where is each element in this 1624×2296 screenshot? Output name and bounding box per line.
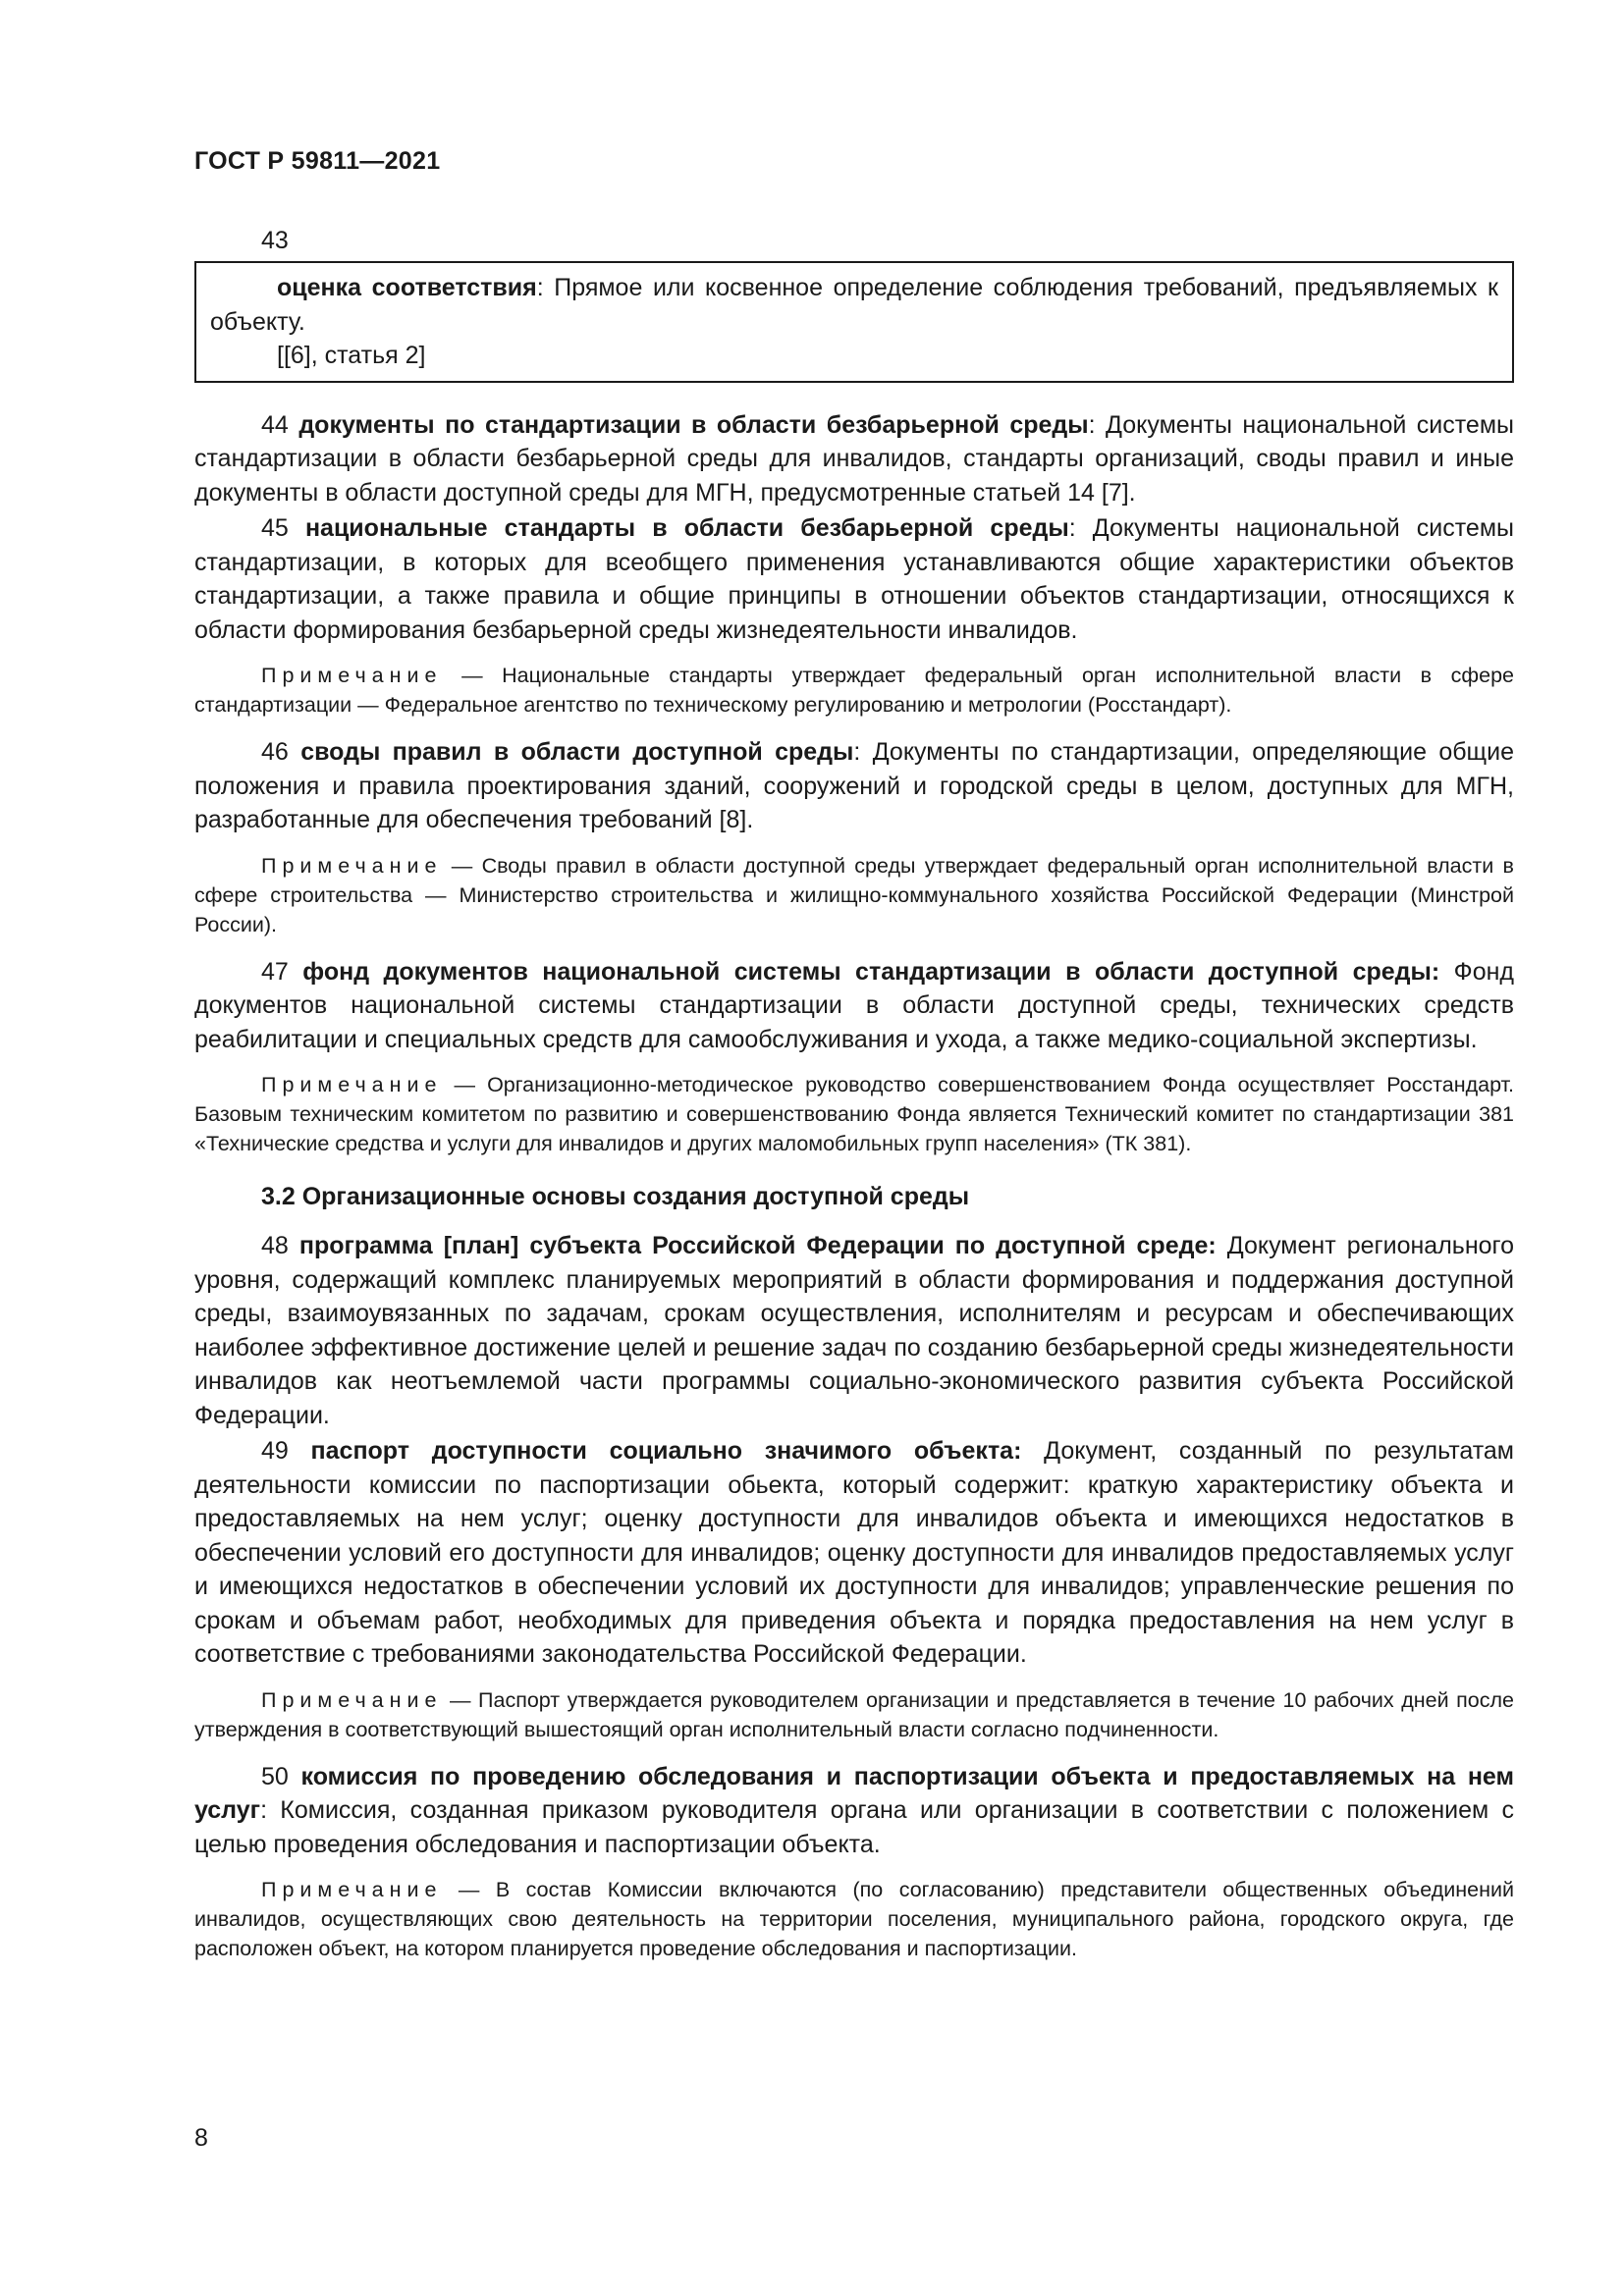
boxed-term-text [196,271,1498,339]
term-entry-47 [194,955,1514,1057]
term-number: 46 [261,738,289,766]
note-45 [194,661,1514,720]
note-text: — Организационно-методическое руководство совершенствованием Фонда осуществляет Росстандарт. Базовым техническим комитетом по развитию и совершенствованию Фонда является Технический комитет по стандартизации 381 «Технические средства и услуги для инвалидов и других маломобильных групп населения» (ТК 381). [194,1073,1514,1155]
page-content [194,224,1514,1979]
term-entry-45 [194,511,1514,647]
term-name: своды правил в области доступной среды [300,738,854,766]
term-definition: Документ регионального уровня, содержащий комплекс планируемых мероприятий в области формирования и поддержания доступной среды, взаимоувязанных по задачам, срокам осуществления, исполнителям и ресурсам и обеспечивающих наиболее эффективное достижение целей и решение задач по созданию безбарьерной среды жизнедеятельности инвалидов как неотъемлемой части программы социально-экономического развития субъекта Российской Федерации. [194,1232,1514,1429]
term-definition: : Документы национальной системы стандартизации в области безбарьерной среды для инвалидов, стандарты организаций, своды правил и иные документы в области доступной среды для МГН, предусмотренные статьей 14 [7]. [194,410,1514,507]
term-entry-46 [194,735,1514,837]
term-name: документы по стандартизации в области безбарьерной среды [298,410,1089,439]
term-number: 45 [261,514,289,542]
boxed-term-source: [[6], статья 2] [277,342,426,369]
boxed-term-number: 43 [261,227,289,254]
term-name: национальные стандарты в области безбарьерной среды [304,514,1069,542]
note-label: Примечание [261,853,443,878]
term-entry-50 [194,1760,1514,1862]
term-definition: : Прямое или косвенное определение соблюдения требований, предъявляемых к объекту. [210,274,1498,336]
term-name: фонд документов национальной системы стандартизации в области доступной среды: [302,957,1440,986]
term-definition: Документ, созданный по результатам деятельности комиссии по паспортизации обьекта, который содержит: краткую характеристику объекта и предоставляемых на нем услуг; оценку доступности для инвалидов объекта и имеющихся недостатков в обеспечении условий его доступности для инвалидов; оценку доступности для инвалидов предоставляемых услуг и имеющихся недостатков в обеспечении условий их доступности для инвалидов; управленческие решения по срокам и объемам работ, необходимых для приведения объекта и порядка предоставления на нем услуг в соответствие с требованиями законодательства Российской Федерации. [194,1437,1514,1668]
note-49 [194,1685,1514,1744]
standard-header: ГОСТ Р 59811—2021 [194,147,441,175]
note-text: — Своды правил в области доступной среды утверждает федеральный орган исполнительной власти в сфере строительства — Министерство строительства и жилищно-коммунального хозяйства Российской Федерации (Минстрой России). [194,853,1514,936]
note-label: Примечание [261,1073,443,1096]
term-definition: : Документы национальной системы стандартизации, в которых для всеобщего применения устанавливаются общие характеристики объектов стандартизации, а также правила и общие принципы в отношении объектов стандартизации, относящихся к области формирования безбарьерной среды жизнедеятельности инвалидов. [194,514,1514,644]
term-name: оценка соответствия [277,274,537,301]
term-definition: : Документы по стандартизации, определяющие общие положения и правила проектирования зданий, сооружений и городской среды в целом, доступных для МГН, разработанные для обеспечения требований [8]. [194,738,1514,833]
note-label: Примечание [261,664,443,687]
note-text: — Национальные стандарты утверждает федеральный орган исполнительной власти в сфере стандартизации — Федеральное агентство по техническому регулированию и метрологии (Росстандарт). [194,664,1514,717]
term-number: 48 [261,1232,289,1259]
term-number: 44 [261,410,289,439]
term-number: 49 [261,1437,289,1465]
note-46 [194,851,1514,939]
note-label: Примечание [261,1687,443,1712]
note-50 [194,1875,1514,1963]
term-definition: Фонд документов национальной системы стандартизации в области доступной среды, технических средств реабилитации и специальных средств для самообслуживания и ухода, а также медико-социальной экспертизы. [194,957,1514,1053]
term-entry-48 [194,1229,1514,1432]
term-number: 47 [261,957,289,986]
term-definition: : Комиссия, созданная приказом руководителя органа или организации в соответствии с положением с целью проведения обследования и паспортизации объекта. [194,1796,1514,1858]
term-entry-44 [194,408,1514,510]
term-entry-49 [194,1434,1514,1672]
note-47 [194,1070,1514,1158]
page-number: 8 [194,2124,208,2152]
term-name: паспорт доступности социально значимого объекта: [310,1437,1022,1465]
term-name: программа [план] субъекта Российской Федерации по доступной среде: [298,1232,1217,1259]
note-text: — В состав Комиссии включаются (по согласованию) представители общественных объединений инвалидов, осуществляющих свою деятельность на территории поселения, муниципального района, городского округа, где расположен объект, на котором планируется проведение обследования и паспортизации. [194,1878,1514,1960]
term-number: 50 [261,1762,289,1790]
note-label: Примечание [261,1878,443,1901]
section-title: 3.2 Организационные основы создания доступной среды [261,1183,970,1210]
note-text: — Паспорт утверждается руководителем организации и представляется в течение 10 рабочих дней после утверждения в соответствующий вышестоящий орган исполнительный власти согласно подчиненности. [194,1687,1514,1741]
term-name: комиссия по проведению обследования и паспортизации объекта и предоставляемых на нем услуг [194,1762,1514,1824]
boxed-term [194,261,1514,383]
